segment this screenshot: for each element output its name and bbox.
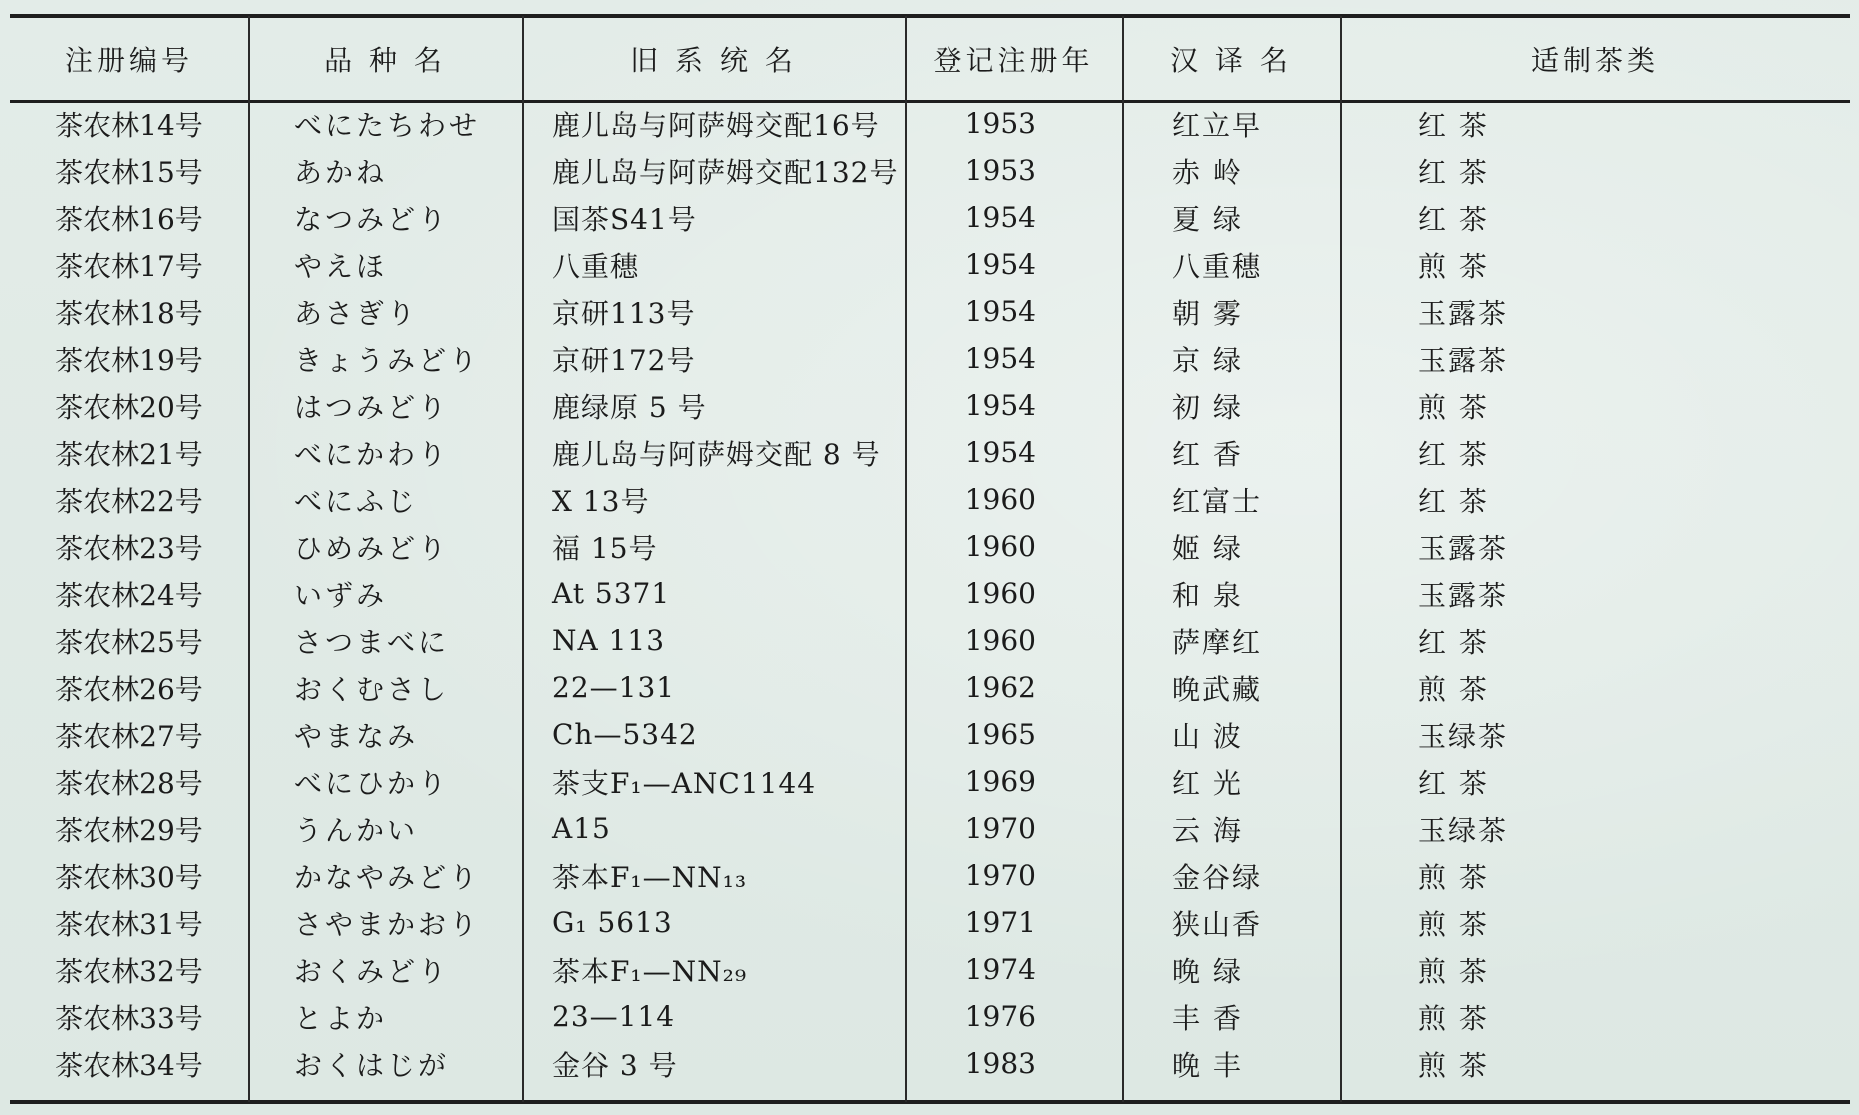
- table-row: [10, 241, 1850, 288]
- old-system-name-cell: 23—114: [552, 1000, 676, 1033]
- variety-name-cell: あさぎり: [294, 296, 419, 330]
- header-variety-name: 品 种 名: [324, 44, 446, 77]
- table-row: [10, 100, 1850, 147]
- registration-year-cell: 1971: [964, 906, 1036, 939]
- old-system-name-cell: 京研113号: [552, 296, 696, 330]
- variety-name-cell: うんかい: [294, 813, 419, 847]
- chinese-name-cell: 朝 雾: [1172, 296, 1243, 330]
- table-row: [10, 147, 1850, 194]
- registration-number-cell: 茶农林20号: [55, 390, 203, 424]
- tea-cultivar-registry-table: [10, 18, 1850, 1087]
- registration-number-cell: 茶农林18号: [55, 296, 203, 330]
- registration-number-cell: 茶农林32号: [55, 954, 203, 988]
- tea-type-cell: 玉露茶: [1418, 296, 1509, 330]
- registration-year-cell: 1960: [964, 624, 1036, 657]
- chinese-name-cell: 山 波: [1172, 719, 1243, 753]
- table-header-row: [10, 18, 1850, 100]
- header-old-system-name: 旧 系 统 名: [630, 44, 797, 77]
- tea-type-cell: 红 茶: [1418, 202, 1489, 236]
- table-row: [10, 899, 1850, 946]
- registration-year-cell: 1969: [964, 765, 1036, 798]
- registration-number-cell: 茶农林34号: [55, 1048, 203, 1082]
- tea-type-cell: 红 茶: [1418, 108, 1489, 142]
- registration-number-cell: 茶农林33号: [55, 1001, 203, 1035]
- old-system-name-cell: 福 15号: [552, 531, 658, 565]
- chinese-name-cell: 晚武藏: [1172, 672, 1263, 706]
- variety-name-cell: ひめみどり: [294, 531, 450, 565]
- old-system-name-cell: 国茶S41号: [552, 202, 697, 236]
- registration-year-cell: 1983: [964, 1047, 1036, 1080]
- registration-year-cell: 1953: [964, 107, 1036, 140]
- table-row: [10, 993, 1850, 1040]
- registration-number-cell: 茶农林19号: [55, 343, 203, 377]
- tea-type-cell: 煎 茶: [1418, 907, 1489, 941]
- old-system-name-cell: NA 113: [552, 624, 666, 657]
- variety-name-cell: あかね: [294, 155, 388, 189]
- registration-number-cell: 茶农林14号: [55, 108, 203, 142]
- registration-number-cell: 茶农林16号: [55, 202, 203, 236]
- registration-year-cell: 1960: [964, 530, 1036, 563]
- variety-name-cell: なつみどり: [294, 202, 450, 236]
- tea-type-cell: 煎 茶: [1418, 1001, 1489, 1035]
- variety-name-cell: はつみどり: [294, 390, 450, 424]
- table-row: [10, 194, 1850, 241]
- old-system-name-cell: 茶支F₁—ANC1144: [552, 766, 817, 800]
- registration-number-cell: 茶农林17号: [55, 249, 203, 283]
- registration-number-cell: 茶农林22号: [55, 484, 203, 518]
- variety-name-cell: とよか: [294, 1001, 388, 1035]
- registration-number-cell: 茶农林26号: [55, 672, 203, 706]
- table-bottom-rule: [10, 1100, 1850, 1104]
- chinese-name-cell: 金谷绿: [1172, 860, 1263, 894]
- old-system-name-cell: 22—131: [552, 671, 676, 704]
- table-row: [10, 664, 1850, 711]
- chinese-name-cell: 红富士: [1172, 484, 1263, 518]
- tea-type-cell: 红 茶: [1418, 766, 1489, 800]
- table-row: [10, 617, 1850, 664]
- registration-year-cell: 1954: [964, 436, 1036, 469]
- registration-number-cell: 茶农林25号: [55, 625, 203, 659]
- variety-name-cell: おくはじが: [294, 1048, 450, 1082]
- header-tea-type: 适制茶类: [1530, 44, 1659, 77]
- registration-year-cell: 1970: [964, 812, 1036, 845]
- old-system-name-cell: At 5371: [552, 577, 671, 610]
- variety-name-cell: やまなみ: [294, 719, 419, 753]
- old-system-name-cell: A15: [552, 812, 611, 845]
- table-row: [10, 476, 1850, 523]
- old-system-name-cell: 鹿绿原 5 号: [552, 390, 707, 424]
- variety-name-cell: やえほ: [294, 249, 388, 283]
- registration-year-cell: 1960: [964, 483, 1036, 516]
- registration-year-cell: 1954: [964, 248, 1036, 281]
- registration-number-cell: 茶农林24号: [55, 578, 203, 612]
- chinese-name-cell: 京 绿: [1172, 343, 1243, 377]
- chinese-name-cell: 八重穗: [1172, 249, 1263, 283]
- table-row: [10, 335, 1850, 382]
- registration-year-cell: 1970: [964, 859, 1036, 892]
- tea-type-cell: 红 茶: [1418, 625, 1489, 659]
- chinese-name-cell: 初 绿: [1172, 390, 1243, 424]
- tea-type-cell: 煎 茶: [1418, 390, 1489, 424]
- chinese-name-cell: 赤 岭: [1172, 155, 1243, 189]
- chinese-name-cell: 萨摩红: [1172, 625, 1263, 659]
- old-system-name-cell: G₁ 5613: [552, 906, 673, 939]
- registration-year-cell: 1962: [964, 671, 1036, 704]
- tea-type-cell: 煎 茶: [1418, 249, 1489, 283]
- tea-type-cell: 玉露茶: [1418, 531, 1509, 565]
- tea-type-cell: 煎 茶: [1418, 672, 1489, 706]
- registration-year-cell: 1954: [964, 342, 1036, 375]
- table-row: [10, 946, 1850, 993]
- registration-number-cell: 茶农林23号: [55, 531, 203, 565]
- registration-year-cell: 1974: [964, 953, 1036, 986]
- registration-number-cell: 茶农林28号: [55, 766, 203, 800]
- variety-name-cell: さやまかおり: [294, 907, 481, 941]
- table-row: [10, 711, 1850, 758]
- tea-type-cell: 红 茶: [1418, 484, 1489, 518]
- old-system-name-cell: 鹿儿岛与阿萨姆交配132号: [552, 155, 899, 189]
- old-system-name-cell: 鹿儿岛与阿萨姆交配 8 号: [552, 437, 881, 471]
- variety-name-cell: べにふじ: [294, 484, 419, 518]
- tea-type-cell: 玉绿茶: [1418, 719, 1509, 753]
- registration-number-cell: 茶农林29号: [55, 813, 203, 847]
- chinese-name-cell: 姬 绿: [1172, 531, 1243, 565]
- table-row: [10, 805, 1850, 852]
- registration-year-cell: 1954: [964, 201, 1036, 234]
- variety-name-cell: べにひかり: [294, 766, 450, 800]
- tea-type-cell: 玉绿茶: [1418, 813, 1509, 847]
- tea-type-cell: 红 茶: [1418, 437, 1489, 471]
- table-row: [10, 570, 1850, 617]
- registration-year-cell: 1976: [964, 1000, 1036, 1033]
- registration-number-cell: 茶农林30号: [55, 860, 203, 894]
- registration-year-cell: 1960: [964, 577, 1036, 610]
- chinese-name-cell: 和 泉: [1172, 578, 1243, 612]
- table-row: [10, 288, 1850, 335]
- tea-type-cell: 玉露茶: [1418, 343, 1509, 377]
- tea-type-cell: 红 茶: [1418, 155, 1489, 189]
- old-system-name-cell: X 13号: [552, 484, 650, 518]
- chinese-name-cell: 丰 香: [1172, 1001, 1243, 1035]
- variety-name-cell: おくみどり: [294, 954, 450, 988]
- old-system-name-cell: Ch—5342: [552, 718, 698, 751]
- old-system-name-cell: 八重穗: [552, 249, 640, 283]
- registration-number-cell: 茶农林31号: [55, 907, 203, 941]
- registration-number-cell: 茶农林15号: [55, 155, 203, 189]
- tea-type-cell: 煎 茶: [1418, 860, 1489, 894]
- variety-name-cell: おくむさし: [294, 672, 450, 706]
- chinese-name-cell: 狭山香: [1172, 907, 1263, 941]
- chinese-name-cell: 红 香: [1172, 437, 1243, 471]
- tea-type-cell: 玉露茶: [1418, 578, 1509, 612]
- table-row: [10, 758, 1850, 805]
- variety-name-cell: さつまべに: [294, 625, 450, 659]
- registration-number-cell: 茶农林27号: [55, 719, 203, 753]
- chinese-name-cell: 红立早: [1172, 108, 1263, 142]
- chinese-name-cell: 晚 丰: [1172, 1048, 1243, 1082]
- old-system-name-cell: 茶本F₁—NN₂₉: [552, 954, 748, 988]
- old-system-name-cell: 鹿儿岛与阿萨姆交配16号: [552, 108, 880, 142]
- variety-name-cell: きょうみどり: [294, 343, 481, 377]
- tea-type-cell: 煎 茶: [1418, 1048, 1489, 1082]
- variety-name-cell: べにかわり: [294, 437, 450, 471]
- table-row: [10, 523, 1850, 570]
- chinese-name-cell: 红 光: [1172, 766, 1243, 800]
- old-system-name-cell: 金谷 3 号: [552, 1048, 678, 1082]
- registration-year-cell: 1965: [964, 718, 1036, 751]
- registration-year-cell: 1954: [964, 295, 1036, 328]
- table-row: [10, 429, 1850, 476]
- registration-year-cell: 1953: [964, 154, 1036, 187]
- header-registration-year: 登记注册年: [933, 44, 1094, 77]
- variety-name-cell: べにたちわせ: [294, 108, 481, 142]
- old-system-name-cell: 茶本F₁—NN₁₃: [552, 860, 748, 894]
- variety-name-cell: いずみ: [294, 578, 388, 612]
- variety-name-cell: かなやみどり: [294, 860, 481, 894]
- table-row: [10, 852, 1850, 899]
- registration-number-cell: 茶农林21号: [55, 437, 203, 471]
- header-chinese-name: 汉 译 名: [1170, 44, 1292, 77]
- table-row: [10, 1040, 1850, 1087]
- chinese-name-cell: 云 海: [1172, 813, 1243, 847]
- old-system-name-cell: 京研172号: [552, 343, 696, 377]
- chinese-name-cell: 夏 绿: [1172, 202, 1243, 236]
- table-row: [10, 382, 1850, 429]
- chinese-name-cell: 晚 绿: [1172, 954, 1243, 988]
- tea-type-cell: 煎 茶: [1418, 954, 1489, 988]
- header-registration-number: 注册编号: [64, 44, 193, 77]
- registration-year-cell: 1954: [964, 389, 1036, 422]
